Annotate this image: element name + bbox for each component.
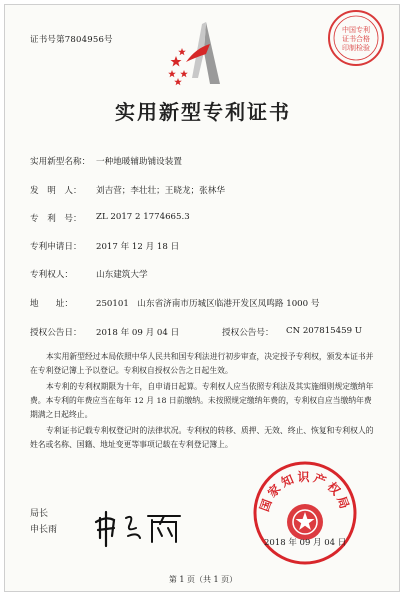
grant-date-label: 授权公告日： (30, 328, 82, 338)
patent-holder-label: 专利权人： (30, 270, 73, 280)
patent-number-value: ZL 2017 2 1774665.3 (96, 212, 190, 222)
filing-date-label: 专利申请日： (30, 242, 82, 252)
grant-number-label: 授权公告号： (222, 328, 274, 338)
utility-name-label: 实用新型名称： (30, 157, 91, 167)
svg-text:中国专利: 中国专利 (342, 26, 370, 34)
svg-text:印制检验: 印制检验 (342, 44, 370, 52)
inventor-value: 刘吉营；李壮壮；王晓龙；张林华 (96, 186, 225, 196)
certificate-title: 实用新型专利证书 (115, 100, 291, 124)
grant-date-value: 2018 年 09 月 04 日 (96, 328, 180, 338)
body-paragraph-1: 本实用新型经过本局依照中华人民共和国专利法进行初步审查，决定授予专利权，颁发本证书并在专利登记簿上予以登记。专利权自授权公告之日起生效。 (30, 352, 374, 375)
svg-text:国家知识产权局: 国家知识产权局 (257, 470, 353, 514)
seal-date: 2018 年 09 月 04 日 (264, 538, 347, 548)
inspection-seal (326, 8, 386, 68)
grant-number-value: CN 207815459 U (286, 326, 363, 336)
body-paragraph-2: 本专利的专利权期限为十年，自申请日起算。专利权人应当依照专利法及其实施细则规定缴纳年费。本专利的年费应当在每年 12 月 18 日前缴纳。未按照规定缴纳年费的，专利权自应当缴纳年费期满之日起终止。 (30, 382, 374, 419)
national-ip-office-seal (250, 458, 360, 568)
patent-number-label: 专 利 号： (30, 214, 82, 224)
address-label: 地 址： (30, 299, 73, 309)
utility-name-value: 一种地暖辅助铺设装置 (96, 157, 182, 167)
page-number: 第 1 页（共 1 页） (168, 575, 238, 584)
handwritten-signature (92, 508, 184, 548)
patent-holder-value: 山东建筑大学 (96, 270, 148, 280)
director-title: 局长 (30, 509, 49, 519)
inventor-label: 发 明 人： (30, 186, 82, 196)
patent-office-emblem (166, 18, 238, 90)
director-name: 申长雨 (30, 525, 58, 535)
address-value: 250101 山东省济南市历城区临港开发区凤鸣路 1000 号 (96, 299, 320, 309)
certificate-number: 证书号第7804956号 (30, 35, 113, 45)
body-paragraph-3: 专利证书记载专利权登记时的法律状况。专利权的转移、质押、无效、终止、恢复和专利权人的姓名或名称、国籍、地址变更等事项记载在专利登记簿上。 (30, 426, 374, 449)
svg-text:证书合格: 证书合格 (342, 35, 370, 43)
filing-date-value: 2017 年 12 月 18 日 (96, 242, 180, 252)
